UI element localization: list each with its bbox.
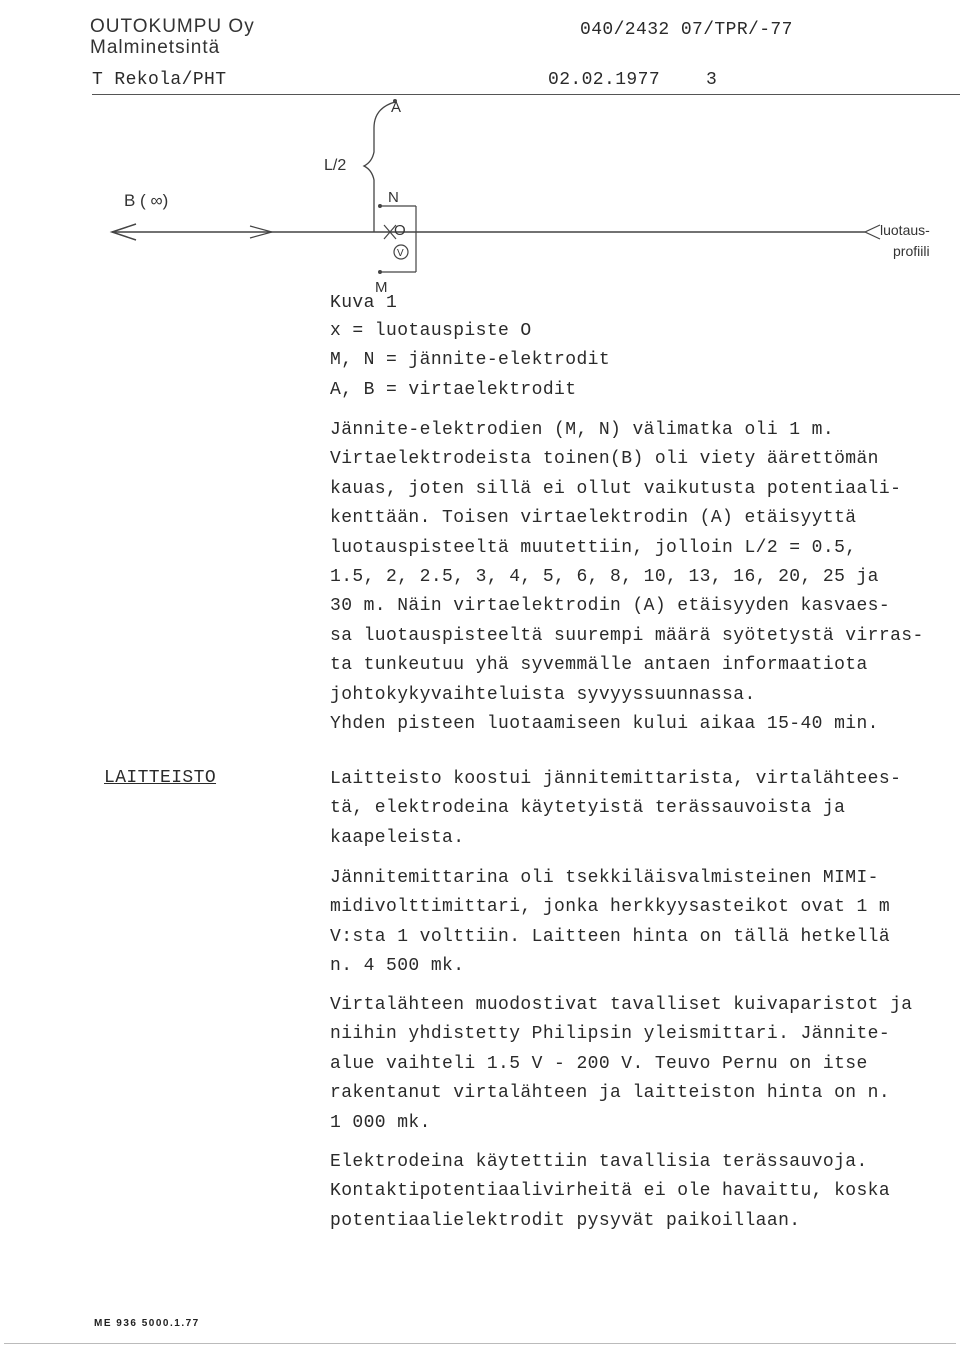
text-line: V:sta 1 volttiin. Laitteen hinta on tällä hetkellä xyxy=(330,926,891,947)
footer-edge-line xyxy=(4,1343,956,1344)
label-profile-2: profiili xyxy=(893,243,930,259)
text-line: potentiaalielektrodit pysyvät paikoillaan. xyxy=(330,1210,801,1231)
text-line: Jännite-elektrodien (M, N) välimatka oli 1 m. xyxy=(330,420,835,440)
text-line: tä, elektrodeina käytetyistä terässauvoista ja xyxy=(330,798,846,819)
text-line: ta tunkeutuu yhä syvemmälle antaen informaatiota xyxy=(330,655,868,676)
label-v: V xyxy=(397,248,404,259)
form-code: ME 936 5000.1.77 xyxy=(94,1318,200,1329)
text-line: alue vaihteli 1.5 V - 200 V. Teuvo Pernu on itse xyxy=(330,1053,868,1074)
equipment-paragraph-2 xyxy=(330,864,890,982)
label-l2: L/2 xyxy=(324,157,347,174)
legend-line: x = luotauspiste O xyxy=(330,321,532,341)
text-line: kaapeleista. xyxy=(330,827,465,848)
legend-line: M, N = jännite-elektrodit xyxy=(330,350,611,371)
label-a: A xyxy=(391,99,402,116)
text-line: 1 000 mk. xyxy=(330,1112,431,1133)
label-m: M xyxy=(375,279,388,296)
company-name: OUTOKUMPU Oy xyxy=(90,16,255,37)
company-department: Malminetsintä xyxy=(90,37,221,58)
equipment-paragraph-3 xyxy=(330,991,913,1138)
label-n: N xyxy=(388,189,399,206)
electrode-diagram xyxy=(0,0,960,300)
text-line: Virtalähteen muodostivat tavalliset kuivaparistot ja xyxy=(330,995,913,1015)
label-o: O xyxy=(394,222,406,239)
text-line: Virtaelektrodeista toinen(B) oli viety äärettömän xyxy=(330,449,879,470)
text-line: Yhden pisteen luotaamiseen kului aikaa 15-40 min. xyxy=(330,713,879,734)
text-line: niihin yhdistetty Philipsin yleismittari. Jännite- xyxy=(330,1024,891,1045)
figure-legend xyxy=(330,317,610,405)
text-line: midivolttimittari, jonka herkkyysasteikot ovat 1 m xyxy=(330,897,891,918)
electrode-m-dot xyxy=(378,270,382,274)
figure-caption: Kuva 1 xyxy=(330,293,398,313)
author: T Rekola/PHT xyxy=(92,70,227,90)
text-line: kauas, joten sillä ei ollut vaikutusta potentiaali- xyxy=(330,478,902,499)
electrode-n-dot xyxy=(378,204,382,208)
section-heading: LAITTEISTO xyxy=(104,768,217,788)
text-line: n. 4 500 mk. xyxy=(330,956,465,977)
bracket-l2 xyxy=(364,102,395,232)
text-line: kenttään. Toisen virtaelektrodin (A) etäisyyttä xyxy=(330,508,857,529)
label-b-infinity: B ( ∞) xyxy=(124,191,169,210)
text-line: rakentanut virtalähteen ja laitteiston hinta on n. xyxy=(330,1083,891,1104)
arrow-profile xyxy=(865,225,880,239)
label-profile-1: luotaus- xyxy=(880,222,930,238)
document-reference: 040/2432 07/TPR/-77 xyxy=(580,20,793,40)
text-line: 30 m. Näin virtaelektrodin (A) etäisyyden kasvaes- xyxy=(330,596,891,617)
text-line: sa luotauspisteeltä suurempi määrä syötetystä virras- xyxy=(330,625,924,646)
document-date: 02.02.1977 xyxy=(548,70,661,90)
text-line: Laitteisto koostui jännitemittarista, virtalähtees- xyxy=(330,769,902,789)
method-paragraph xyxy=(330,416,924,739)
text-line: Jännitemittarina oli tsekkiläisvalmisteinen MIMI- xyxy=(330,868,879,888)
text-line: luotauspisteeltä muutettiin, jolloin L/2 = 0.5, xyxy=(330,537,857,558)
text-line: Elektrodeina käytettiin tavallisia terässauvoja. xyxy=(330,1152,868,1172)
equipment-paragraph-1 xyxy=(330,765,901,853)
equipment-paragraph-4 xyxy=(330,1148,890,1236)
text-line: 1.5, 2, 2.5, 3, 4, 5, 6, 8, 10, 13, 16, 20, 25 ja xyxy=(330,566,879,587)
legend-line: A, B = virtaelektrodit xyxy=(330,379,577,400)
text-line: Kontaktipotentiaalivirheitä ei ole havaittu, koska xyxy=(330,1181,891,1202)
text-line: johtokykyvaihteluista syvyyssuunnassa. xyxy=(330,684,756,705)
page-number: 3 xyxy=(706,70,718,90)
